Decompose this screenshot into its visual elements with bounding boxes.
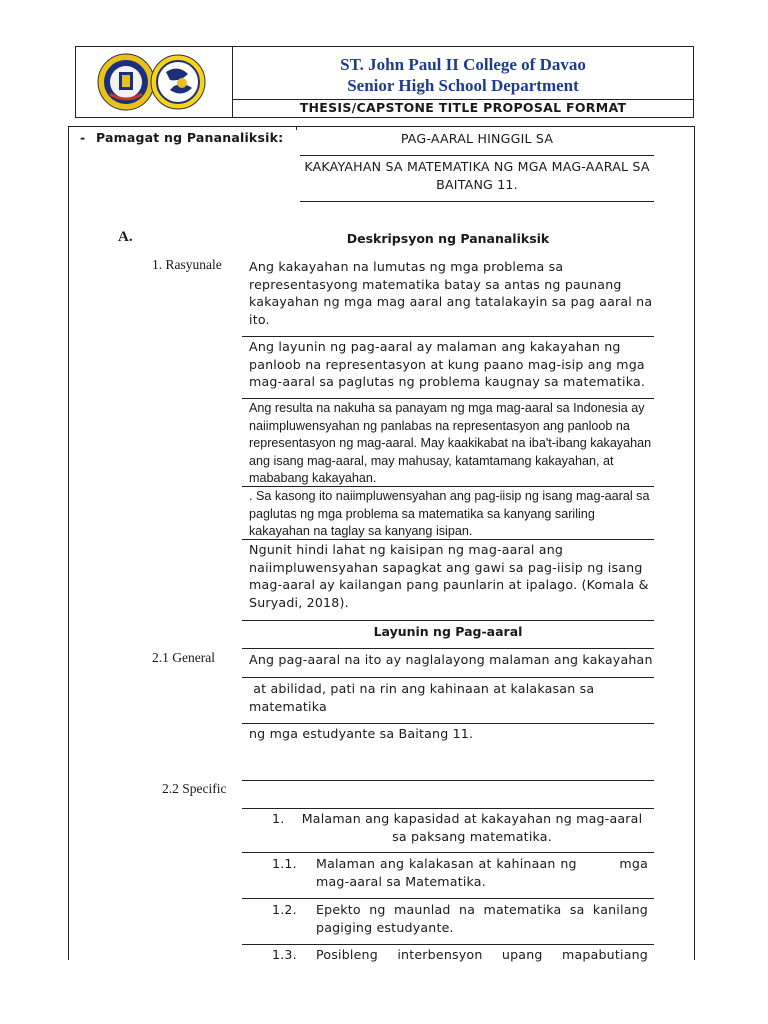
- rationale-paragraph-2: Ang layunin ng pag-aaral ay malaman ang kakayahan ng panloob na representasyon at kung paano mag-isip ang mga mag-aaral sa paglutas ng problema kaugnay sa matematika.: [249, 339, 646, 389]
- rationale-rule-3: [242, 486, 654, 487]
- rationale-rule-2: [242, 398, 654, 399]
- section-letter: A.: [118, 229, 133, 245]
- general-rule-2: [242, 723, 654, 724]
- rationale-paragraph-4: . Sa kasong ito naiimpluwensyahan ang pag-iisip ng isang mag-aaral sa paglutas ng mga problema sa matematika sa kanyang sariling kakayahan na taglay sa kanyang isipan.: [249, 489, 650, 538]
- rationale-rule-4: [242, 539, 654, 540]
- title-rule-1: [300, 155, 654, 156]
- specific-item-num: 1.2.: [272, 902, 297, 917]
- general-line-2: at abilidad, pati na rin ang kahinaan at kalakasan sa matematika: [249, 681, 599, 714]
- school-logo: [96, 50, 208, 114]
- body-top-border: [68, 126, 694, 127]
- rationale-paragraph-3: Ang resulta na nakuha sa panayam ng mga mag-aaral sa Indonesia ay naiimpluwensyahan ng panlabas na representasyon ang panloob na representasyon ng mag-aaral. May kaakikabat na iba't-ibang kakayahan ang isang mag-aaral, may mahusay, katamtamang kakayahan, at mababang kakayahan.: [249, 401, 652, 485]
- general-line-1: Ang pag-aaral na ito ay naglalayong malaman ang kakayahan: [249, 652, 653, 667]
- research-title-line1: PAG-AARAL HINGGIL SA: [400, 131, 554, 146]
- specific-rule-0: [242, 780, 654, 781]
- specific-rule-1: [242, 808, 654, 809]
- research-title-line2: KAKAYAHAN SA MATEMATIKA NG MGA MAG-AARAL SA BAITANG 11.: [304, 159, 650, 192]
- rationale-label: 1. Rasyunale: [152, 257, 222, 272]
- rationale-rule-5: [242, 620, 654, 621]
- department-name: Senior High School Department: [347, 76, 579, 95]
- section-heading: Deskripsyon ng Pananaliksik: [346, 231, 550, 246]
- specific-item-num: 1.: [272, 811, 285, 826]
- specific-item-text: Epekto ng maunlad na matematika sa kanilang pagiging estudyante.: [316, 902, 648, 935]
- rationale-rule-1: [242, 336, 654, 337]
- specific-label: 2.2 Specific: [162, 781, 227, 796]
- title-dash: -: [80, 130, 86, 145]
- objectives-rule: [242, 648, 654, 649]
- school-name: ST. John Paul II College of Davao: [340, 55, 586, 74]
- specific-item-text: Malaman ang kalakasan at kahinaan ng mga mag-aaral sa Matematika.: [316, 856, 653, 889]
- specific-item-text: Posibleng interbensyon upang mapabutiang: [316, 947, 648, 962]
- general-label: 2.1 General: [152, 650, 215, 665]
- specific-rule-3: [242, 898, 654, 899]
- specific-item-num: 1.1.: [272, 856, 297, 871]
- specific-item-text: Malaman ang kapasidad at kakayahan ng mag-aaral sa paksang matematika.: [301, 811, 643, 844]
- specific-rule-2: [242, 852, 654, 853]
- body-left-border: [68, 126, 69, 960]
- research-title-label: Pamagat ng Pananaliksik:: [96, 130, 284, 145]
- title-tick: [296, 126, 297, 130]
- general-line-3: ng mga estudyante sa Baitang 11.: [249, 726, 474, 741]
- general-rule-1: [242, 677, 654, 678]
- specific-rule-4: [242, 944, 654, 945]
- form-title: THESIS/CAPSTONE TITLE PROPOSAL FORMAT: [299, 100, 627, 115]
- objectives-heading: Layunin ng Pag-aaral: [373, 624, 523, 639]
- title-rule-2: [300, 201, 654, 202]
- specific-item-num: 1.3.: [272, 947, 297, 962]
- body-right-border: [694, 126, 695, 960]
- rationale-paragraph-5: Ngunit hindi lahat ng kaisipan ng mag-aaral ang naiimpluwensyahan sapagkat ang gawi sa pag-iisip ng isang mag-aaral ay kailangan pang paunlarin at ipalago. (Komala & Suryadi, 2018).: [249, 542, 649, 610]
- rationale-paragraph-1: Ang kakayahan na lumutas ng mga problema sa representasyong matematika batay sa antas ng paunang kakayahan ng mga mag aaral ang tatalakayin sa pag aaral na ito.: [249, 259, 653, 327]
